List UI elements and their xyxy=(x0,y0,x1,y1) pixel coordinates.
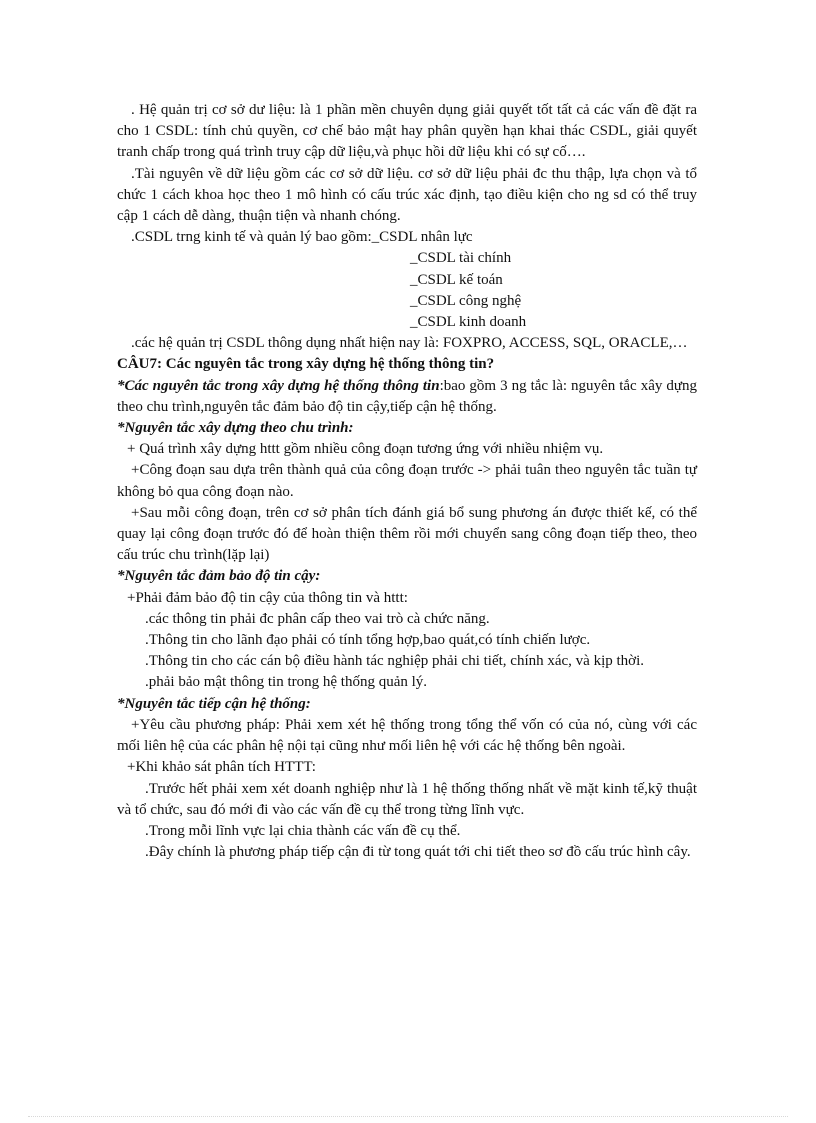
section-heading-cycle: *Nguyên tắc xây dựng theo chu trình: xyxy=(117,420,354,437)
paragraph-reliability-4: .Thông tin cho các cán bộ điều hành tác nghiệp phải chi tiết, chính xác, và kịp thời. xyxy=(145,653,645,670)
paragraph-cycle-3: +Sau mỗi công đoạn, trên cơ sở phân tích đánh giá bổ sung phương án được thiết kế, có thể quay lại công đoạn trước đó để hoàn thiện thêm rồi mới chuyển sang công đoạn tiếp theo, theo cấu trúc chu trình(lặp lại) xyxy=(117,504,697,564)
principles-text: :bao gồm 3 ng tắc là: nguyên tắc xây dựng theo chu trình,nguyên tắc đảm bảo độ tin cậy,tiếp cận hệ thống. xyxy=(117,377,697,415)
section-heading-system: *Nguyên tắc tiếp cận hệ thống: xyxy=(117,695,311,712)
list-item: _CSDL tài chính xyxy=(410,250,512,267)
paragraph-principles-intro xyxy=(117,376,697,418)
paragraph-cycle-1: + Quá trình xây dựng httt gồm nhiều công đoạn tương ứng với nhiều nhiệm vụ. xyxy=(127,441,604,458)
paragraph-dbms-common: .các hệ quản trị CSDL thông dụng nhất hiện nay là: FOXPRO, ACCESS, SQL, ORACLE,… xyxy=(131,335,688,352)
paragraph-reliability-3: .Thông tin cho lãnh đạo phải có tính tổng hợp,bao quát,có tính chiến lược. xyxy=(145,632,591,649)
paragraph-system-4: .Trong mỗi lĩnh vực lại chia thành các vấn đề cụ thể. xyxy=(145,822,461,839)
section-heading-reliability: *Nguyên tắc đảm bảo độ tin cậy: xyxy=(117,568,321,585)
paragraph-system-1: +Yêu cầu phương pháp: Phải xem xét hệ thống trong tổng thể vốn có của nó, cùng với các mối liên hệ của các phân hệ nội tại cũng như mối liên hệ với các hệ thống bên ngoài. xyxy=(117,716,697,755)
list-item: _CSDL kinh doanh xyxy=(410,314,527,331)
list-item: _CSDL kế toán xyxy=(410,271,503,288)
question-heading: CÂU7: Các nguyên tắc trong xây dựng hệ thống thông tin? xyxy=(117,356,495,373)
paragraph-dbms: . Hệ quản trị cơ sở dư liệu: là 1 phần mền chuyên dụng giải quyết tốt tất cả các vấn đề đặt ra cho 1 CSDL: tính chủ quyền, cơ chế bảo mật hay phân quyền hạn khai thác CSDL, giải quyết tranh chấp trong quá trình truy cập dữ liệu,và phục hồi dữ liệu khi có sự cố…. xyxy=(117,102,697,161)
paragraph-csdl-list-intro: .CSDL trng kinh tế và quản lý bao gồm:_CSDL nhân lực xyxy=(131,229,473,246)
document-page xyxy=(117,100,697,863)
list-item: _CSDL công nghệ xyxy=(410,292,522,309)
paragraph-reliability-2: .các thông tin phải đc phân cấp theo vai trò cà chức năng. xyxy=(145,610,490,627)
paragraph-reliability-1: +Phải đảm bảo độ tin cậy của thông tin và httt: xyxy=(127,589,408,606)
paragraph-data-resources: .Tài nguyên về dữ liệu gồm các cơ sở dữ liệu. cơ sở dữ liệu phải đc thu thập, lựa chọn và tổ chức 1 cách khoa học theo 1 mô hình có cấu trúc xác định, tạo điều kiện cho ng sd có thể truy cập 1 cách dễ dàng, thuận tiện và nhanh chóng. xyxy=(117,165,697,225)
paragraph-system-5: .Đây chính là phương pháp tiếp cận đi từ tong quát tới chi tiết theo sơ đồ cấu trúc hình cây. xyxy=(145,844,691,861)
paragraph-cycle-2: +Công đoạn sau dựa trên thành quả của công đoạn trước -> phải tuân theo nguyên tắc tuần tự không bỏ qua công đoạn nào. xyxy=(117,462,697,500)
principles-label: *Các nguyên tắc trong xây dựng hệ thống thông tin xyxy=(117,377,440,394)
paragraph-reliability-5: .phải bảo mật thông tin trong hệ thống quản lý. xyxy=(145,674,428,691)
paragraph-system-3: .Trước hết phải xem xét doanh nghiệp như là 1 hệ thống thống nhất về mặt kinh tế,kỹ thuật và tổ chức, sau đó mới đi vào các vấn đề cụ thể trong từng lĩnh vực. xyxy=(117,780,697,818)
page-bottom-border xyxy=(28,1116,788,1117)
paragraph-system-2: +Khi khảo sát phân tích HTTT: xyxy=(127,759,316,776)
